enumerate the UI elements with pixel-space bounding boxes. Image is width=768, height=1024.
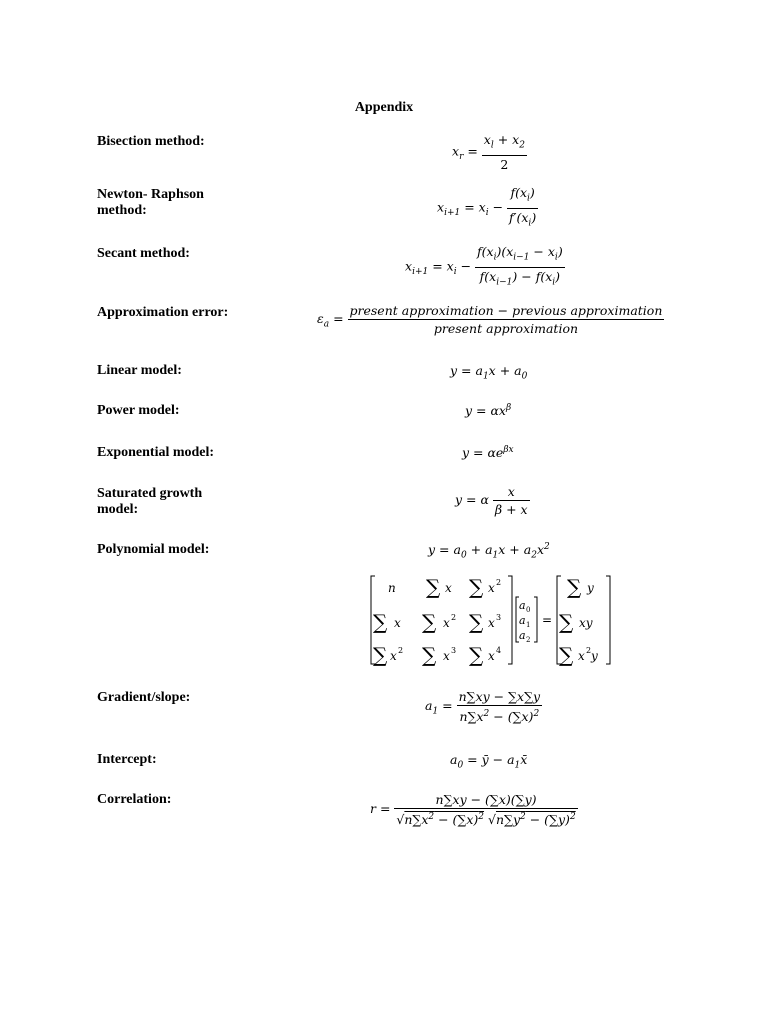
svg-text:2: 2: [526, 636, 531, 644]
label-secant: Secant method:: [97, 246, 190, 261]
svg-text:∑: ∑: [567, 575, 582, 599]
svg-text:∑: ∑: [373, 643, 388, 667]
svg-text:3: 3: [451, 646, 457, 655]
svg-text:a: a: [519, 629, 526, 642]
svg-text:2: 2: [496, 578, 502, 587]
svg-text:∑: ∑: [426, 575, 441, 599]
label-gradient-slope: Gradient/slope:: [97, 690, 191, 705]
svg-text:∑: ∑: [469, 643, 484, 667]
svg-text:y: y: [587, 581, 594, 595]
formula-secant: $x_{i+1} = x_i$ − $\frac{f(x_i)(x_{i-1} - x_i)}{f(x_{i-1}) - f(x_i)}$: [405, 244, 563, 287]
formula-power-model: $y = \alpha x^\beta$: [465, 403, 512, 419]
svg-text:x: x: [488, 649, 495, 663]
svg-text:=: =: [542, 613, 553, 627]
label-bisection: Bisection method:: [97, 134, 205, 149]
svg-text:x: x: [443, 649, 450, 663]
svg-text:x: x: [488, 581, 495, 595]
formula-approximation-error: $\varepsilon_a$ = $\frac{\text{present approximation − previous approximation}}{\text{present approximation}}$: [317, 303, 663, 336]
svg-text:a: a: [519, 614, 526, 627]
label-exponential-model: Exponential model:: [97, 445, 215, 460]
svg-text:∑: ∑: [559, 643, 574, 667]
svg-text:x: x: [394, 616, 401, 630]
svg-text:1: 1: [526, 621, 531, 629]
svg-text:x: x: [443, 616, 450, 630]
svg-text:x: x: [578, 649, 585, 663]
label-polynomial-model: Polynomial model:: [97, 542, 210, 557]
svg-text:∑: ∑: [373, 610, 388, 634]
formula-saturated-growth: y = α $\frac{x}{\beta + x}$: [455, 484, 528, 517]
svg-text:a: a: [519, 599, 526, 612]
svg-text:x: x: [488, 616, 495, 630]
formula-bisection: $x_r$ = $\frac{x_l + x_2}{2}$: [452, 132, 525, 172]
svg-text:2: 2: [586, 646, 592, 655]
formula-newton-raphson: $x_{i+1} = x_i$ − $\frac{f(x_i)}{f'(x_i)}$: [437, 185, 537, 228]
svg-text:4: 4: [496, 646, 502, 655]
svg-text:∑: ∑: [559, 610, 574, 634]
label-saturated-growth: Saturated growth model:: [97, 486, 203, 517]
svg-text:∑: ∑: [469, 575, 484, 599]
label-approximation-error: Approximation error:: [97, 305, 229, 320]
formula-linear-model: $y = a_1x + a_0$: [450, 363, 528, 382]
formula-intercept: $a_0$ = ȳ − $a_1x̄$: [450, 752, 528, 771]
label-intercept: Intercept:: [97, 752, 157, 767]
polynomial-matrix-equation: [365, 572, 615, 672]
formula-exponential-model: $y = \alpha e^{\beta x}$: [462, 445, 514, 461]
svg-text:x: x: [390, 649, 397, 663]
formula-correlation: r = $\frac{n\sum xy - (\sum x)(\sum y)}{√n\sum x^2 - (\sum x)^2 √n\sum y^2 - (\sum y)^2}$: [370, 792, 576, 828]
label-newton-raphson: Newton- Raphson method:: [97, 187, 204, 218]
svg-text:y: y: [591, 649, 598, 663]
svg-text:∑: ∑: [469, 610, 484, 634]
svg-text:x: x: [445, 581, 452, 595]
svg-text:∑: ∑: [422, 643, 437, 667]
formula-polynomial-model: $y = a_0 + a_1x + a_2x^2$: [428, 542, 550, 561]
svg-text:∑: ∑: [422, 610, 437, 634]
formula-gradient-slope: $a_1$ = $\frac{n\sum xy - \sum x\sum y}{n\sum x^2 - (\sum x)^2}$: [425, 689, 541, 725]
svg-text:2: 2: [451, 613, 457, 622]
page-title: Appendix: [354, 100, 414, 115]
svg-text:0: 0: [526, 606, 531, 614]
svg-text:3: 3: [496, 613, 502, 622]
svg-text:xy: xy: [579, 616, 593, 630]
label-linear-model: Linear model:: [97, 363, 182, 378]
label-power-model: Power model:: [97, 403, 180, 418]
label-correlation: Correlation:: [97, 792, 172, 807]
svg-text:n: n: [388, 581, 396, 595]
svg-text:2: 2: [398, 646, 404, 655]
